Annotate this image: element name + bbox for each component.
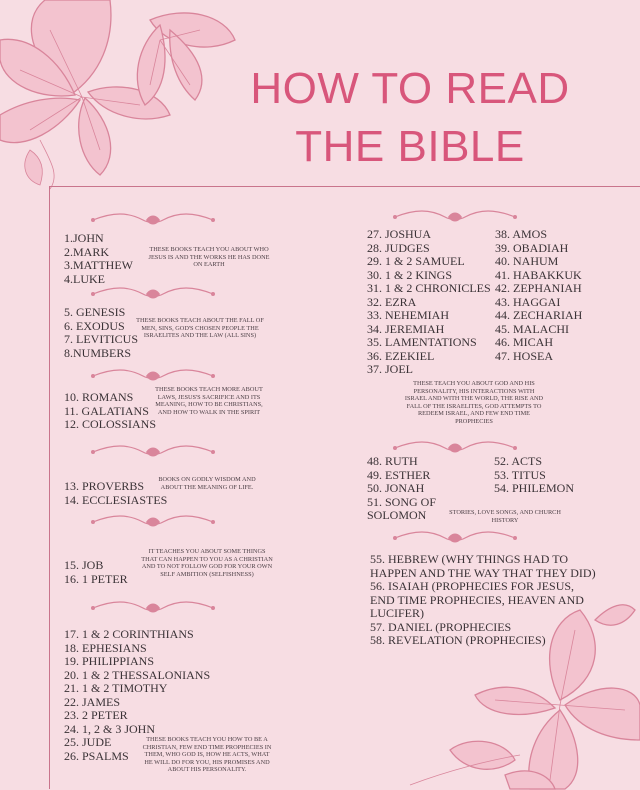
list-item: 47. HOSEA xyxy=(495,348,554,363)
list-item: 36. EZEKIEL xyxy=(367,348,435,363)
group-description: THESE BOOKS TEACH ABOUT THE FALL OF MEN, SINS, GOD'S CHOSEN PEOPLE THE ISRAELITES AND THE LAW (ALL SINS) xyxy=(136,317,264,340)
list-item: 54. PHILEMON xyxy=(494,481,574,495)
list-item: 44. ZECHARIAH xyxy=(495,308,583,322)
list-item: 21. 1 & 2 TIMOTHY xyxy=(64,681,168,695)
list-item: 38. AMOS xyxy=(495,227,548,241)
list-item: 17. 1 & 2 CORINTHIANS xyxy=(64,627,194,641)
list-item: 4.LUKE xyxy=(64,271,105,286)
list-item: 3.MATTHEW xyxy=(64,258,133,272)
list-item: 20. 1 & 2 THESSALONIANS xyxy=(64,667,211,682)
list-item: LUCIFER) xyxy=(370,606,424,620)
flourish-divider-icon xyxy=(88,440,218,464)
group-description: BOOKS ON GODLY WISDOM AND ABOUT THE MEANING OF LIFE. xyxy=(158,476,256,491)
flourish-divider-icon xyxy=(88,510,218,534)
flourish-divider-icon xyxy=(88,364,218,388)
list-item: 45. MALACHI xyxy=(495,321,569,336)
list-item: 19. PHILIPPIANS xyxy=(64,654,155,668)
list-item: 35. LAMENTATIONS xyxy=(367,335,477,349)
group-description: THESE BOOKS TEACH YOU HOW TO BE A CHRISTIAN, FEW END TIME PROPHECIES IN THEM, WHO GOD IS, HOW HE ACTS, WHAT HE WILL DO FOR YOU, HIS PROMISES AND ABOUT HIS PERSONALITY. xyxy=(142,736,272,774)
flourish-divider-icon xyxy=(88,596,218,620)
list-item: 40. NAHUM xyxy=(495,254,559,268)
group-description: THESE BOOKS TEACH MORE ABOUT LAWS, JESUS'S SACRIFICE AND ITS MEANING, HOW TO BE CHRISTIANS, AND HOW TO WALK IN THE SPIRIT xyxy=(155,386,263,416)
book-list-gospels xyxy=(64,232,133,286)
list-item: 14. ECCLESIASTES xyxy=(64,492,168,507)
list-item: 1.JOHN xyxy=(64,231,104,245)
list-item: END TIME PROPHECIES, HEAVEN AND xyxy=(370,592,584,607)
flourish-divider-icon xyxy=(390,205,520,229)
list-item: 29. 1 & 2 SAMUEL xyxy=(367,254,465,268)
list-item: 46. MICAH xyxy=(495,335,554,349)
list-item: SOLOMON xyxy=(367,508,427,522)
group-description: IT TEACHES YOU ABOUT SOME THINGS THAT CAN HAPPEN TO YOU AS A CHRISTIAN AND TO NOT FOLLOW GOD FOR YOUR OWN SELF AMBITION (SELFISHNESS) xyxy=(141,548,273,578)
list-item: 48. RUTH xyxy=(367,454,418,468)
list-item: 43. HAGGAI xyxy=(495,294,561,309)
book-list-prophecy xyxy=(370,553,596,648)
list-item: 31. 1 & 2 CHRONICLES xyxy=(367,281,491,295)
list-item: 25. JUDE xyxy=(64,735,112,749)
list-item: 37. JOEL xyxy=(367,362,413,376)
list-item: 12. COLOSSIANS xyxy=(64,417,157,431)
list-item: 53. TITUS xyxy=(494,467,546,482)
list-item: 8.NUMBERS xyxy=(64,345,132,360)
group-description: THESE TEACH YOU ABOUT GOD AND HIS PERSONALITY, HIS INTERACTIONS WITH ISRAEL AND WITH THE WORLD, THE RISE AND FALL OF THE ISRAELITES, GOD ATTEMPTS TO REDEEM ISRAEL, AND FEW END TIME PROPHECIES xyxy=(404,380,544,425)
list-item: 18. EPHESIANS xyxy=(64,640,147,655)
list-item: 26. PSALMS xyxy=(64,748,129,763)
list-item: HAPPEN AND THE WAY THAT THEY DID) xyxy=(370,565,596,580)
list-item: 39. OBADIAH xyxy=(495,240,569,255)
list-item: 11. GALATIANS xyxy=(64,403,149,418)
list-item: 41. HABAKKUK xyxy=(495,267,582,282)
book-list-minor-prophets xyxy=(495,228,582,363)
title-line-2: THE BIBLE xyxy=(295,122,525,171)
group-description: THESE BOOKS TEACH YOU ABOUT WHO JESUS IS AND THE WORKS HE HAS DONE ON EARTH xyxy=(148,246,270,269)
list-item: 57. DANIEL (PROPHECIES xyxy=(370,619,512,634)
flourish-divider-icon xyxy=(390,526,520,550)
list-item: 34. JEREMIAH xyxy=(367,321,445,336)
list-item: 49. ESTHER xyxy=(367,467,431,482)
frame-line-horizontal xyxy=(49,186,640,187)
list-item: 23. 2 PETER xyxy=(64,708,128,722)
list-item: 22. JAMES xyxy=(64,694,121,709)
list-item: 27. JOSHUA xyxy=(367,227,432,241)
list-item: 42. ZEPHANIAH xyxy=(495,281,582,295)
flourish-divider-icon xyxy=(88,208,218,232)
list-item: 6. EXODUS xyxy=(64,318,125,333)
list-item: 15. JOB xyxy=(64,558,104,572)
title-line-1: HOW TO READ xyxy=(250,64,570,113)
book-list-church-history xyxy=(494,455,574,496)
list-item: 7. LEVITICUS xyxy=(64,332,138,346)
list-item: 50. JONAH xyxy=(367,481,425,495)
list-item: 33. NEHEMIAH xyxy=(367,308,449,322)
list-item: 32. EZRA xyxy=(367,294,417,309)
list-item: 51. SONG OF xyxy=(367,494,437,509)
list-item: 24. 1, 2 & 3 JOHN xyxy=(64,721,156,736)
list-item: 28. JUDGES xyxy=(367,240,430,255)
book-list-stories xyxy=(367,455,436,523)
list-item: 52. ACTS xyxy=(494,454,543,468)
list-item: 55. HEBREW (WHY THINGS HAD TO xyxy=(370,552,568,566)
list-item: 2.MARK xyxy=(64,244,110,259)
book-list-law xyxy=(64,306,138,360)
group-description: STORIES, LOVE SONGS, AND CHURCH HISTORY xyxy=(449,509,561,524)
list-item: 30. 1 & 2 KINGS xyxy=(367,267,453,282)
list-item: 10. ROMANS xyxy=(64,390,134,404)
list-item: 56. ISAIAH (PROPHECIES FOR JESUS, xyxy=(370,579,575,593)
list-item: 5. GENESIS xyxy=(64,305,126,319)
page-title xyxy=(190,60,630,176)
book-list-history-prophets xyxy=(367,228,491,377)
list-item: 13. PROVERBS xyxy=(64,479,145,493)
list-item: 58. REVELATION (PROPHECIES) xyxy=(370,633,546,647)
frame-line-vertical xyxy=(49,186,50,789)
book-list-suffering xyxy=(64,559,128,586)
book-list-epistles xyxy=(64,391,156,432)
list-item: 16. 1 PETER xyxy=(64,571,128,586)
